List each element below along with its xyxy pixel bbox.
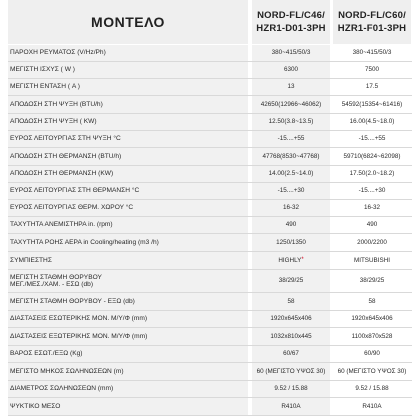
value-model-2 (333, 398, 411, 415)
value-text: 6300 (283, 66, 298, 74)
value-model-2 (333, 45, 411, 61)
row-label (8, 293, 248, 310)
value-text: 1032x810x445 (270, 332, 312, 340)
value-model-1 (252, 166, 330, 182)
table-row (8, 148, 412, 166)
row-label (8, 328, 248, 345)
row-label-text: ΕΥΡΟΣ ΛΕΙΤΟΥΡΓΙΑΣ ΣΤΗ ΘΕΡΜΑΝΣΗ °C (10, 187, 140, 195)
value-model-1 (252, 328, 330, 345)
value-text: 59710(6824~62098) (343, 152, 401, 160)
value-text: MITSUBISHI (353, 256, 391, 264)
row-label-text: ΜΕΓΙΣΤΟ ΜΗΚΟΣ ΣΩΛΗΝΩΣΕΩΝ (m) (10, 367, 124, 375)
value-model-1 (252, 131, 330, 147)
table-row (8, 79, 412, 96)
value-model-1 (252, 252, 330, 269)
table-row (8, 131, 412, 148)
row-label-text: ΜΕΓΙΣΤΗ ΙΣΧΥΣ ( W ) (10, 66, 75, 74)
value-model-1 (252, 363, 330, 380)
value-text: 17.5 (365, 83, 379, 91)
table-row (8, 183, 412, 200)
row-label-text: ΜΕΓΙΣΤΗ ΣΤΑΘΜΗ ΘΟΡΥΒΟΥ - ΕΞΩ (db) (10, 297, 135, 305)
value-model-2 (333, 311, 411, 327)
row-label (8, 252, 248, 269)
value-text: 54592(15354~61416) (341, 100, 403, 108)
value-text: -15....+30 (358, 187, 386, 195)
value-text: -15....+30 (277, 187, 305, 195)
table-row (8, 328, 412, 346)
value-model-1 (252, 346, 330, 362)
row-label-text: ΤΑΧΥΤΗΤΑ ΡΟΗΣ ΑΕΡΑ in Cooling/heating (m3 /h) (10, 238, 159, 246)
value-text: 60 (ΜΕΓΙΣΤΟ ΥΨΟΣ 30) (337, 367, 407, 375)
value-model-2 (333, 328, 411, 345)
value-text: 2000/2200 (357, 238, 387, 246)
row-label (8, 270, 248, 292)
value-model-1 (252, 62, 330, 78)
row-label (8, 200, 248, 216)
model-1-line-1: NORD-FL/C46/ (257, 10, 325, 21)
model-1-header (252, 0, 330, 44)
value-text: 13 (287, 83, 295, 91)
table-header (8, 0, 412, 44)
value-model-1 (252, 381, 330, 397)
row-label-text: ΤΑΧΥΤΗΤΑ ΑΝΕΜΙΣΤΗΡΑ in. (rpm) (10, 221, 113, 229)
table-row (8, 114, 412, 131)
value-model-2 (333, 346, 411, 362)
value-model-1 (252, 270, 330, 292)
table-row (8, 166, 412, 183)
table-row (8, 346, 412, 363)
row-label-text: ΑΠΟΔΟΣΗ ΣΤΗ ΨΥΞΗ ( KW) (10, 118, 97, 126)
value-text: 60/90 (364, 350, 380, 358)
value-model-2 (333, 114, 411, 130)
value-text: 16-32 (282, 204, 300, 212)
row-label-text: ΜΕΓΙΣΤΗ ΣΤΑΘΜΗ ΘΟΡΥΒΟΥ ΜΕΓ./ΜΕΣ./ΧΑΜ. - ΕΣΩ (db) (10, 273, 102, 288)
value-text: 1250/1350 (276, 238, 306, 246)
table-body (8, 45, 412, 416)
value-text: 58 (368, 297, 376, 305)
row-label (8, 311, 248, 327)
table-row (8, 62, 412, 79)
value-text: 47768(8530~47768) (262, 152, 320, 160)
row-label-text: ΨΥΚΤΙΚΟ ΜΕΣΟ (10, 402, 61, 410)
value-text: 9.52 / 15.88 (274, 385, 308, 393)
table-row (8, 311, 412, 328)
row-label (8, 363, 248, 380)
value-model-1 (252, 114, 330, 130)
table-row (8, 45, 412, 62)
row-label-text: ΔΙΑΣΤΑΣΕΙΣ ΕΞΩΤΕΡΙΚΗΣ ΜΟΝ. Μ/Υ/Φ (mm) (10, 332, 148, 340)
value-text: 60/67 (283, 350, 299, 358)
table-row (8, 293, 412, 311)
value-text: 16-32 (363, 204, 381, 212)
row-label-text: ΕΥΡΟΣ ΛΕΙΤΟΥΡΓΙΑΣ ΣΤΗ ΨΥΞΗ °C (10, 135, 121, 143)
value-text: 380~415/50/3 (271, 49, 311, 57)
asterisk-mark: * (301, 256, 304, 263)
value-model-1 (252, 234, 330, 251)
value-text: 14.00(2.5~14.0) (268, 170, 314, 178)
table-row (8, 270, 412, 293)
value-model-2 (333, 166, 411, 182)
value-model-1 (252, 217, 330, 233)
value-model-1 (252, 79, 330, 95)
value-text: HIGHLY (278, 256, 302, 264)
value-text: 1920x645x406 (270, 315, 312, 323)
value-text: R410A (362, 402, 382, 410)
value-model-2 (333, 293, 411, 310)
row-label (8, 131, 248, 147)
value-model-1 (252, 148, 330, 165)
row-label (8, 183, 248, 199)
value-model-1 (252, 45, 330, 61)
table-row (8, 96, 412, 114)
value-model-2 (333, 270, 411, 292)
value-model-1 (252, 311, 330, 327)
value-model-2 (333, 148, 411, 165)
value-text: -15....+55 (358, 135, 386, 143)
row-label-text: ΕΥΡΟΣ ΛΕΙΤΟΥΡΓΙΑΣ ΘΕΡΜ. ΧΩΡΟΥ °C (10, 204, 134, 212)
row-label (8, 398, 248, 415)
value-model-2 (333, 183, 411, 199)
row-label (8, 79, 248, 95)
value-model-2 (333, 217, 411, 233)
value-model-1 (252, 96, 330, 113)
value-text: 490 (285, 221, 297, 229)
value-text: 58 (287, 297, 295, 305)
model-header-label: ΜΟΝΤΕΛΟ (8, 0, 248, 44)
row-label (8, 166, 248, 182)
table-row (8, 252, 412, 270)
row-label (8, 96, 248, 113)
value-text: 490 (366, 221, 378, 229)
value-model-2 (333, 96, 411, 113)
table-row (8, 217, 412, 234)
value-text: 42650(12966~46062) (260, 100, 322, 108)
table-row (8, 234, 412, 252)
row-label (8, 148, 248, 165)
row-label-text: ΒΑΡΟΣ ΕΣΩΤ./ΕΞΩ (Kg) (10, 350, 83, 358)
model-2-line-2: HZR1-F01-3PH (337, 23, 407, 34)
value-text: 380~415/50/3 (352, 49, 392, 57)
table-row (8, 381, 412, 398)
value-model-1 (252, 293, 330, 310)
model-1-line-2: HZR1-D01-3PH (256, 23, 326, 34)
table-row (8, 398, 412, 416)
value-model-2 (333, 131, 411, 147)
row-label-text: ΑΠΟΔΟΣΗ ΣΤΗ ΨΥΞΗ (BTU/h) (10, 100, 103, 108)
row-label (8, 45, 248, 61)
row-label (8, 114, 248, 130)
row-label (8, 346, 248, 362)
value-model-1 (252, 183, 330, 199)
value-model-1 (252, 398, 330, 415)
table-row (8, 363, 412, 381)
value-model-2 (333, 200, 411, 216)
value-text: -15....+55 (277, 135, 305, 143)
row-label-text: ΠΑΡΟΧΗ ΡΕΥΜΑΤΟΣ (V/Hz/Ph) (10, 49, 106, 57)
value-text: 9.52 / 15.88 (355, 385, 389, 393)
value-model-1 (252, 200, 330, 216)
row-label-text: ΜΕΓΙΣΤΗ ΕΝΤΑΣΗ ( A ) (10, 83, 80, 91)
value-model-2 (333, 79, 411, 95)
value-text: R410A (281, 402, 301, 410)
value-model-2 (333, 234, 411, 251)
row-label-text: ΣΥΜΠΙΕΣΤΗΣ (10, 256, 52, 264)
row-label-text: ΑΠΟΔΟΣΗ ΣΤΗ ΘΕΡΜΑΝΣΗ (BTU/h) (10, 152, 122, 160)
value-text: 1920x645x406 (351, 315, 393, 323)
value-text: 7500 (364, 66, 379, 74)
value-text: 38/29/25 (359, 277, 385, 285)
row-label-text: ΔΙΑΜΕΤΡΟΣ ΣΩΛΗΝΩΣΕΩΝ (mm) (10, 385, 114, 393)
value-text: 16.00(4.5~18.0) (349, 118, 395, 126)
row-label (8, 62, 248, 78)
model-2-line-1: NORD-FL/C60/ (338, 10, 406, 21)
value-model-2 (333, 252, 411, 269)
row-label-text: ΑΠΟΔΟΣΗ ΣΤΗ ΘΕΡΜΑΝΣΗ (KW) (10, 170, 114, 178)
value-model-2 (333, 62, 411, 78)
row-label (8, 381, 248, 397)
value-text: 60 (ΜΕΓΙΣΤΟ ΥΨΟΣ 30) (256, 367, 326, 375)
model-2-header (333, 0, 411, 44)
value-model-2 (333, 381, 411, 397)
value-text: 17.50(2.0~18.2) (349, 170, 395, 178)
value-text: 12.50(3.8~13.5) (268, 118, 314, 126)
row-label-text: ΔΙΑΣΤΑΣΕΙΣ ΕΣΩΤΕΡΙΚΗΣ ΜΟΝ. Μ/Υ/Φ (mm) (10, 315, 148, 323)
value-text: 1100x870x528 (351, 332, 393, 340)
value-text: 38/29/25 (278, 277, 304, 285)
row-label (8, 217, 248, 233)
value-model-2 (333, 363, 411, 380)
spec-table (8, 0, 412, 416)
table-row (8, 200, 412, 217)
row-label (8, 234, 248, 251)
